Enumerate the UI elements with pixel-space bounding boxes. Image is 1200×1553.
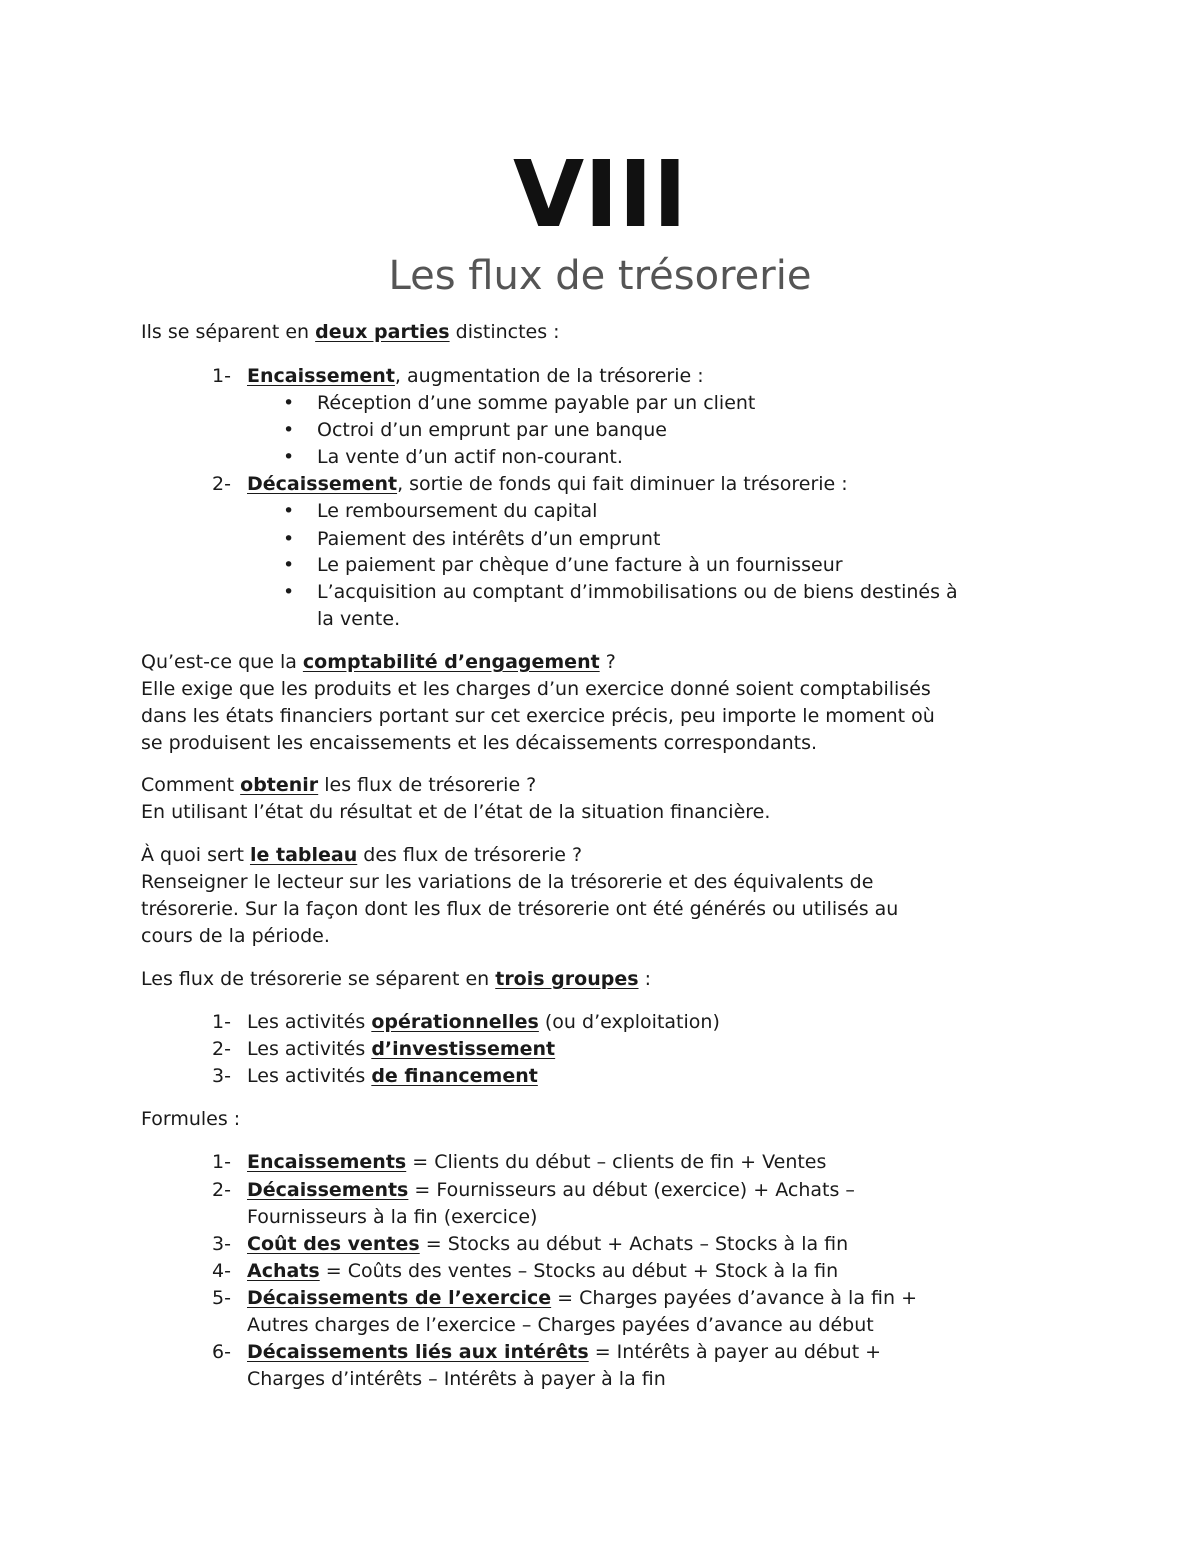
list-number: 1-: [212, 365, 231, 387]
bullet-icon: •: [283, 554, 295, 576]
keyword: Décaissement: [247, 473, 398, 495]
list-number: 3-: [212, 1233, 231, 1255]
answer-line: se produisent les encaissements et les décaissements correspondants.: [141, 732, 818, 754]
list-number: 3-: [212, 1065, 231, 1087]
list-item: Paiement des intérêts d’un emprunt: [317, 528, 661, 550]
part-encaissement: Encaissement, augmentation de la trésorerie :: [247, 365, 704, 387]
keyword: Encaissement: [247, 365, 395, 387]
part-decaissement: Décaissement, sortie de fonds qui fait diminuer la trésorerie :: [247, 473, 848, 495]
bullet-icon: •: [283, 419, 295, 441]
intro-line: Ils se séparent en deux parties distinctes :: [141, 321, 560, 343]
keyword: Coût des ventes: [247, 1233, 420, 1255]
keyword: Achats: [247, 1260, 320, 1282]
keyword: le tableau: [249, 844, 358, 866]
formula-item: Décaissements liés aux intérêts = Intérêts à payer au début +: [247, 1341, 882, 1363]
keyword: trois groupes: [495, 968, 639, 990]
answer-line: Elle exige que les produits et les charges d’un exercice donné soient comptabilisés: [141, 678, 931, 700]
keyword: d’investissement: [371, 1038, 556, 1060]
keyword: Décaissements: [247, 1179, 409, 1201]
intro-keyword: deux parties: [315, 321, 450, 343]
keyword: Encaissements: [247, 1151, 407, 1173]
list-number: 5-: [212, 1287, 231, 1309]
keyword: Décaissements de l’exercice: [247, 1287, 552, 1309]
answer-line: dans les états financiers portant sur cet exercice précis, peu importe le moment où: [141, 705, 935, 727]
groups-intro: Les flux de trésorerie se séparent en trois groupes :: [141, 968, 651, 990]
group-item: Les activités de financement: [247, 1065, 538, 1087]
keyword: de financement: [371, 1065, 538, 1087]
answer-line: Renseigner le lecteur sur les variations de la trésorerie et des équivalents de: [141, 871, 874, 893]
bullet-icon: •: [283, 446, 295, 468]
formula-item: Coût des ventes = Stocks au début + Achats – Stocks à la fin: [247, 1233, 849, 1255]
formulas-heading: Formules :: [141, 1108, 241, 1130]
formula-item: Décaissements = Fournisseurs au début (exercice) + Achats –: [247, 1179, 855, 1201]
list-number: 2-: [212, 1038, 231, 1060]
list-item: Réception d’une somme payable par un client: [317, 392, 756, 414]
formula-continued: Fournisseurs à la fin (exercice): [247, 1206, 538, 1228]
list-number: 2-: [212, 1179, 231, 1201]
formula-item: Décaissements de l’exercice = Charges payées d’avance à la fin +: [247, 1287, 917, 1309]
bullet-icon: •: [283, 392, 295, 414]
question-engagement: Qu’est-ce que la comptabilité d’engagement ?: [141, 651, 616, 673]
question-tableau: À quoi sert le tableau des flux de trésorerie ?: [141, 844, 583, 866]
chapter-title: Les flux de trésorerie: [388, 253, 812, 299]
formula-continued: Charges d’intérêts – Intérêts à payer à la fin: [247, 1368, 666, 1390]
keyword: obtenir: [240, 774, 319, 796]
list-number: 2-: [212, 473, 231, 495]
bullet-icon: •: [283, 528, 295, 550]
list-item: Le paiement par chèque d’une facture à un fournisseur: [317, 554, 843, 576]
list-item: L’acquisition au comptant d’immobilisations ou de biens destinés à: [317, 581, 958, 603]
formula-continued: Autres charges de l’exercice – Charges payées d’avance au début: [247, 1314, 874, 1336]
question-obtenir: Comment obtenir les flux de trésorerie ?: [141, 774, 537, 796]
list-item: Octroi d’un emprunt par une banque: [317, 419, 667, 441]
group-item: Les activités opérationnelles (ou d’exploitation): [247, 1011, 720, 1033]
list-number: 4-: [212, 1260, 231, 1282]
bullet-icon: •: [283, 581, 295, 603]
chapter-number: VIII: [513, 141, 687, 248]
answer-line: trésorerie. Sur la façon dont les flux de trésorerie ont été générés ou utilisés au: [141, 898, 899, 920]
list-item: Le remboursement du capital: [317, 500, 598, 522]
list-item: La vente d’un actif non-courant.: [317, 446, 623, 468]
group-item: Les activités d’investissement: [247, 1038, 556, 1060]
bullet-icon: •: [283, 500, 295, 522]
answer-line: En utilisant l’état du résultat et de l’état de la situation financière.: [141, 801, 771, 823]
list-item-continued: la vente.: [317, 608, 401, 630]
answer-line: cours de la période.: [141, 925, 330, 947]
keyword: opérationnelles: [371, 1011, 539, 1033]
list-number: 1-: [212, 1011, 231, 1033]
formula-item: Achats = Coûts des ventes – Stocks au début + Stock à la fin: [247, 1260, 839, 1282]
formula-item: Encaissements = Clients du début – clients de fin + Ventes: [247, 1151, 827, 1173]
keyword: Décaissements liés aux intérêts: [247, 1341, 589, 1363]
list-number: 6-: [212, 1341, 231, 1363]
keyword: comptabilité d’engagement: [302, 651, 600, 673]
list-number: 1-: [212, 1151, 231, 1173]
